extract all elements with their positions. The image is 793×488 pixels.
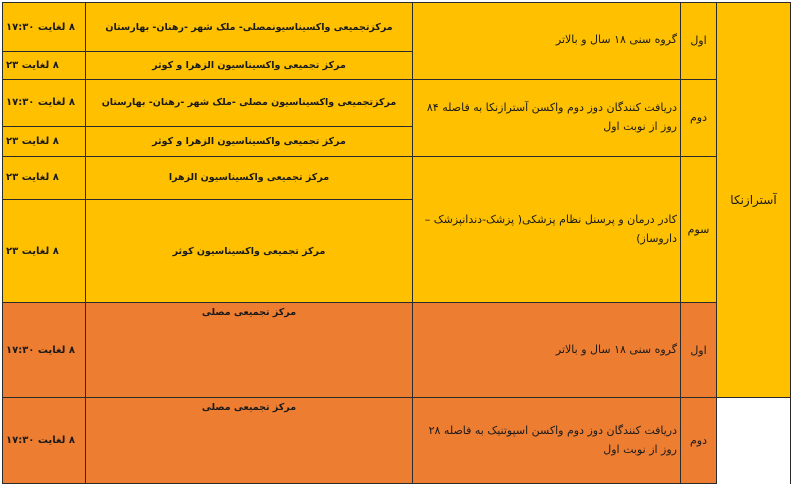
table-row	[3, 3, 791, 52]
center-cell: مرکز تجمیعی واکسیناسیون الزهرا	[86, 157, 413, 199]
hours-cell: ۸ لغایت ۲۳	[3, 157, 86, 199]
table-row	[3, 303, 791, 398]
center-cell: مرکز تجمیعی واکسیناسیون الزهرا و کوثر	[86, 52, 413, 79]
eligible-group-cell: کادر درمان و پرسنل نظام پزشکی( پزشک-دندانپزشک – داروساز)	[413, 157, 681, 303]
dose-cell: اول	[681, 3, 717, 80]
vaccination-schedule-table	[2, 2, 791, 484]
center-cell: مرکزتجمیعی واکسیناسیون مصلی -ملک شهر -رهنان- بهارستان	[86, 79, 413, 126]
hours-cell: ۸ لغایت ۱۷:۳۰	[3, 398, 86, 484]
hours-cell: ۸ لغایت ۲۳	[3, 199, 86, 303]
hours-cell: ۸ لغایت ۲۳	[3, 52, 86, 79]
dose-cell: اول	[681, 303, 717, 398]
hours-cell: ۸ لغایت ۱۷:۳۰	[3, 303, 86, 398]
hours-cell: ۸ لغایت ۱۷:۳۰	[3, 3, 86, 52]
center-cell: مرکز تجمیعی واکسیناسیون الزهرا و کوثر	[86, 127, 413, 157]
vaccine-name-cell: آسترازنکا	[717, 3, 791, 398]
eligible-group-cell: گروه سنی ۱۸ سال و بالاتر	[413, 303, 681, 398]
eligible-group-cell: دریافت کنندگان دوز دوم واکسن آسترازنکا به فاصله ۸۴ روز از نوبت اول	[413, 79, 681, 157]
eligible-group-cell: دریافت کنندگان دوز دوم واکسن اسپوتنیک به فاصله ۲۸ روز از نوبت اول	[413, 398, 681, 484]
dose-cell: دوم	[681, 79, 717, 157]
hours-cell: ۸ لغایت ۲۳	[3, 127, 86, 157]
table-row	[3, 79, 791, 126]
center-cell: مرکز تجمیعی واکسیناسیون کوثر	[86, 199, 413, 303]
dose-cell: سوم	[681, 157, 717, 303]
dose-cell: دوم	[681, 398, 717, 484]
table-row	[3, 398, 791, 484]
hours-cell: ۸ لغایت ۱۷:۳۰	[3, 79, 86, 126]
table-row	[3, 157, 791, 199]
center-cell: مرکز تجمیعی مصلی	[86, 398, 413, 484]
center-cell: مرکز تجمیعی مصلی	[86, 303, 413, 398]
center-cell: مرکزتجمیعی واکسیناسیونمصلی- ملک شهر -رهنان- بهارستان	[86, 3, 413, 52]
eligible-group-cell: گروه سنی ۱۸ سال و بالاتر	[413, 3, 681, 80]
